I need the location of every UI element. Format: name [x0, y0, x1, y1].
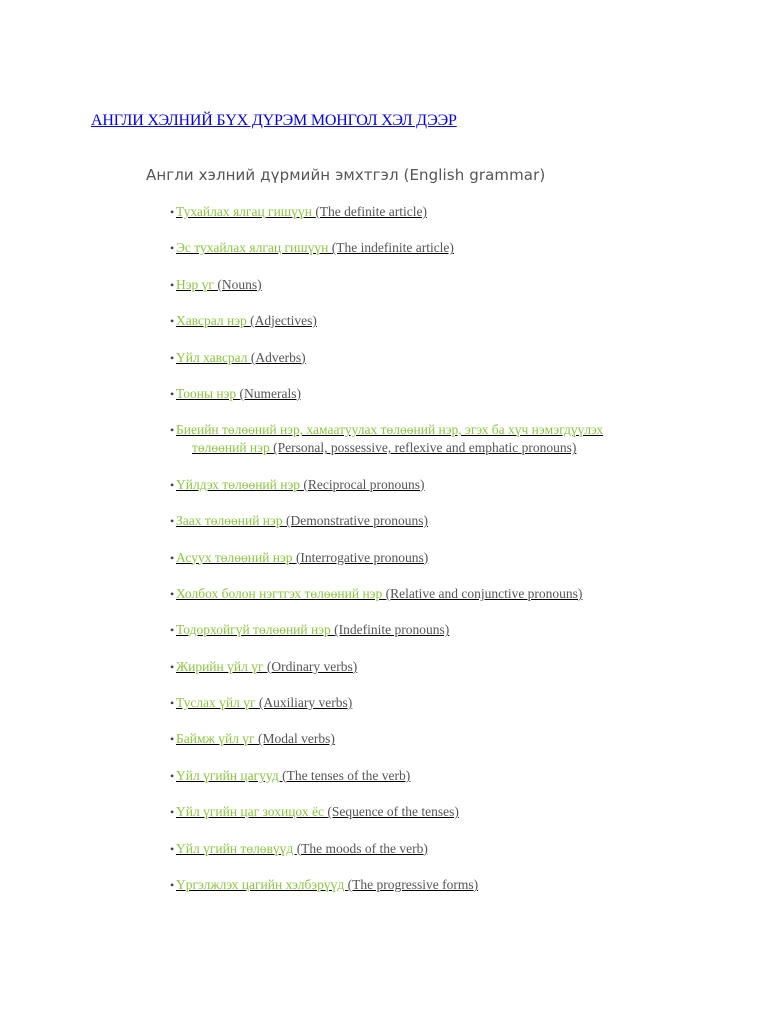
topic-english-label: (Modal verbs)	[257, 731, 335, 747]
bullet-icon: •	[170, 550, 175, 565]
topic-mongolian-label: Тодорхойгүй төлөөний нэр	[176, 622, 335, 638]
topic-link-tenses-of-verb[interactable]	[176, 768, 410, 783]
bullet-icon: •	[170, 586, 175, 601]
bullet-icon: •	[170, 241, 175, 256]
topic-mongolian-label: Асуух төлөөний нэр	[176, 549, 296, 565]
bullet-icon: •	[170, 314, 175, 329]
topic-link-adverbs[interactable]	[176, 350, 306, 365]
topic-link-personal-pronouns[interactable]	[176, 421, 710, 457]
topic-english-label: (Reciprocal pronouns)	[303, 476, 425, 492]
list-item	[170, 694, 710, 712]
list-item	[170, 512, 710, 530]
topic-link-moods-of-verb[interactable]	[176, 841, 428, 856]
list-item	[170, 840, 710, 858]
topic-link-auxiliary-verbs[interactable]	[176, 695, 352, 710]
topic-english-label: (Numerals)	[239, 385, 302, 401]
topic-english-label: (The progressive forms)	[347, 877, 479, 893]
topic-english-label: (Demonstrative pronouns)	[285, 513, 429, 529]
bullet-icon: •	[170, 514, 175, 529]
bullet-icon: •	[170, 805, 175, 820]
topic-mongolian-label: Үйлдэх төлөөний нэр	[176, 476, 304, 492]
topic-mongolian-label: Заах төлөөний нэр	[176, 513, 286, 529]
bullet-icon: •	[170, 386, 175, 401]
bullet-icon: •	[170, 732, 175, 747]
list-item	[170, 421, 710, 457]
list-item	[170, 730, 710, 748]
bullet-icon: •	[170, 477, 175, 492]
list-item	[170, 203, 710, 221]
list-item	[170, 621, 710, 639]
topic-link-adjectives[interactable]	[176, 313, 317, 328]
topic-link-progressive-forms[interactable]	[176, 877, 478, 892]
list-item	[170, 349, 710, 367]
topic-link-indefinite-article[interactable]	[176, 240, 454, 255]
topic-link-demonstrative-pronouns[interactable]	[176, 513, 428, 528]
page-subtitle: Англи хэлний дүрмийн эмхтгэл (English grammar)	[146, 166, 546, 184]
topic-mongolian-label: Жирийн үйл үг	[176, 658, 267, 674]
list-item	[170, 658, 710, 676]
topic-mongolian-label: Холбох болон нэгтгэх төлөөний нэр	[176, 585, 386, 601]
topic-mongolian-label: Нэр үг	[176, 276, 218, 292]
topic-link-sequence-of-tenses[interactable]	[176, 804, 459, 819]
list-item	[170, 803, 710, 821]
topic-mongolian-label: Биеийн төлөөний нэр, хамаатуулах төлөөний нэр, эгэх ба хүч нэмэгдүүлэх	[176, 422, 604, 438]
bullet-icon: •	[170, 878, 175, 893]
topic-mongolian-label: Үйл хавсрал	[176, 349, 251, 365]
topic-english-label: (Indefinite pronouns)	[334, 622, 450, 638]
topic-english-label: (The tenses of the verb)	[282, 767, 411, 783]
topic-link-definite-article[interactable]	[176, 204, 427, 219]
page-title-link[interactable]: АНГЛИ ХЭЛНИЙ БҮХ ДҮРЭМ МОНГОЛ ХЭЛ ДЭЭР	[91, 112, 457, 129]
list-item	[170, 276, 710, 294]
bullet-icon: •	[170, 277, 175, 292]
topic-english-label: (Ordinary verbs)	[266, 658, 358, 674]
topic-link-indefinite-pronouns[interactable]	[176, 622, 449, 637]
topic-mongolian-label: Үйл үгийн цагууд	[176, 767, 283, 783]
topic-mongolian-label: Үйл үгийн цаг зохицох ёс	[176, 804, 328, 820]
list-item	[170, 876, 710, 894]
topic-english-label: (Interrogative pronouns)	[295, 549, 429, 565]
bullet-icon: •	[170, 205, 175, 219]
topic-english-label: (Sequence of the tenses)	[327, 804, 459, 820]
list-item	[170, 312, 710, 330]
topic-english-label: (Nouns)	[217, 276, 262, 292]
topic-mongolian-label: Тухайлах ялгац гишүүн	[176, 204, 316, 219]
topic-mongolian-label: Тооны нэр	[176, 385, 240, 401]
topic-mongolian-label: Үйл үгийн төлөвүүд	[176, 840, 297, 856]
topic-mongolian-label: Үргэлжлэх цагийн хэлбэрүүд	[176, 877, 348, 893]
bullet-icon: •	[170, 768, 175, 783]
topic-english-label: (The definite article)	[315, 204, 427, 219]
bullet-icon: •	[170, 696, 175, 711]
bullet-icon: •	[170, 350, 175, 365]
list-item	[170, 385, 710, 403]
bullet-icon: •	[170, 623, 175, 638]
topic-mongolian-label: Баймж үйл үг	[176, 731, 258, 747]
bullet-icon: •	[170, 423, 175, 438]
list-item	[170, 549, 710, 567]
topic-english-label: (Adverbs)	[250, 349, 306, 365]
topic-english-label: (Adjectives)	[250, 313, 317, 329]
topic-link-relative-pronouns[interactable]	[176, 586, 582, 601]
list-item	[170, 767, 710, 785]
list-item	[170, 239, 710, 257]
topic-english-label: (The indefinite article)	[331, 240, 454, 256]
topic-mongolian-label: Эс тухайлах ялгац гишүүн	[176, 240, 332, 256]
topic-mongolian-label: Туслах үйл үг	[176, 695, 259, 711]
topic-link-interrogative-pronouns[interactable]	[176, 550, 428, 565]
topic-link-nouns[interactable]	[176, 277, 262, 292]
topic-mongolian-label-continued: төлөөний нэр	[192, 440, 274, 456]
topic-link-numerals[interactable]	[176, 386, 301, 401]
grammar-topic-list	[170, 203, 710, 912]
list-item	[170, 476, 710, 494]
topic-english-label: (Personal, possessive, reflexive and emphatic pronouns)	[273, 440, 577, 456]
bullet-icon: •	[170, 659, 175, 674]
topic-link-reciprocal-pronouns[interactable]	[176, 477, 424, 492]
topic-mongolian-label: Хавсрал нэр	[176, 313, 251, 329]
topic-link-ordinary-verbs[interactable]	[176, 659, 357, 674]
topic-english-label: (The moods of the verb)	[296, 840, 428, 856]
topic-english-label: (Auxiliary verbs)	[258, 695, 353, 711]
bullet-icon: •	[170, 841, 175, 856]
topic-link-modal-verbs[interactable]	[176, 731, 335, 746]
topic-english-label: (Relative and conjunctive pronouns)	[385, 585, 583, 601]
list-item	[170, 585, 710, 603]
